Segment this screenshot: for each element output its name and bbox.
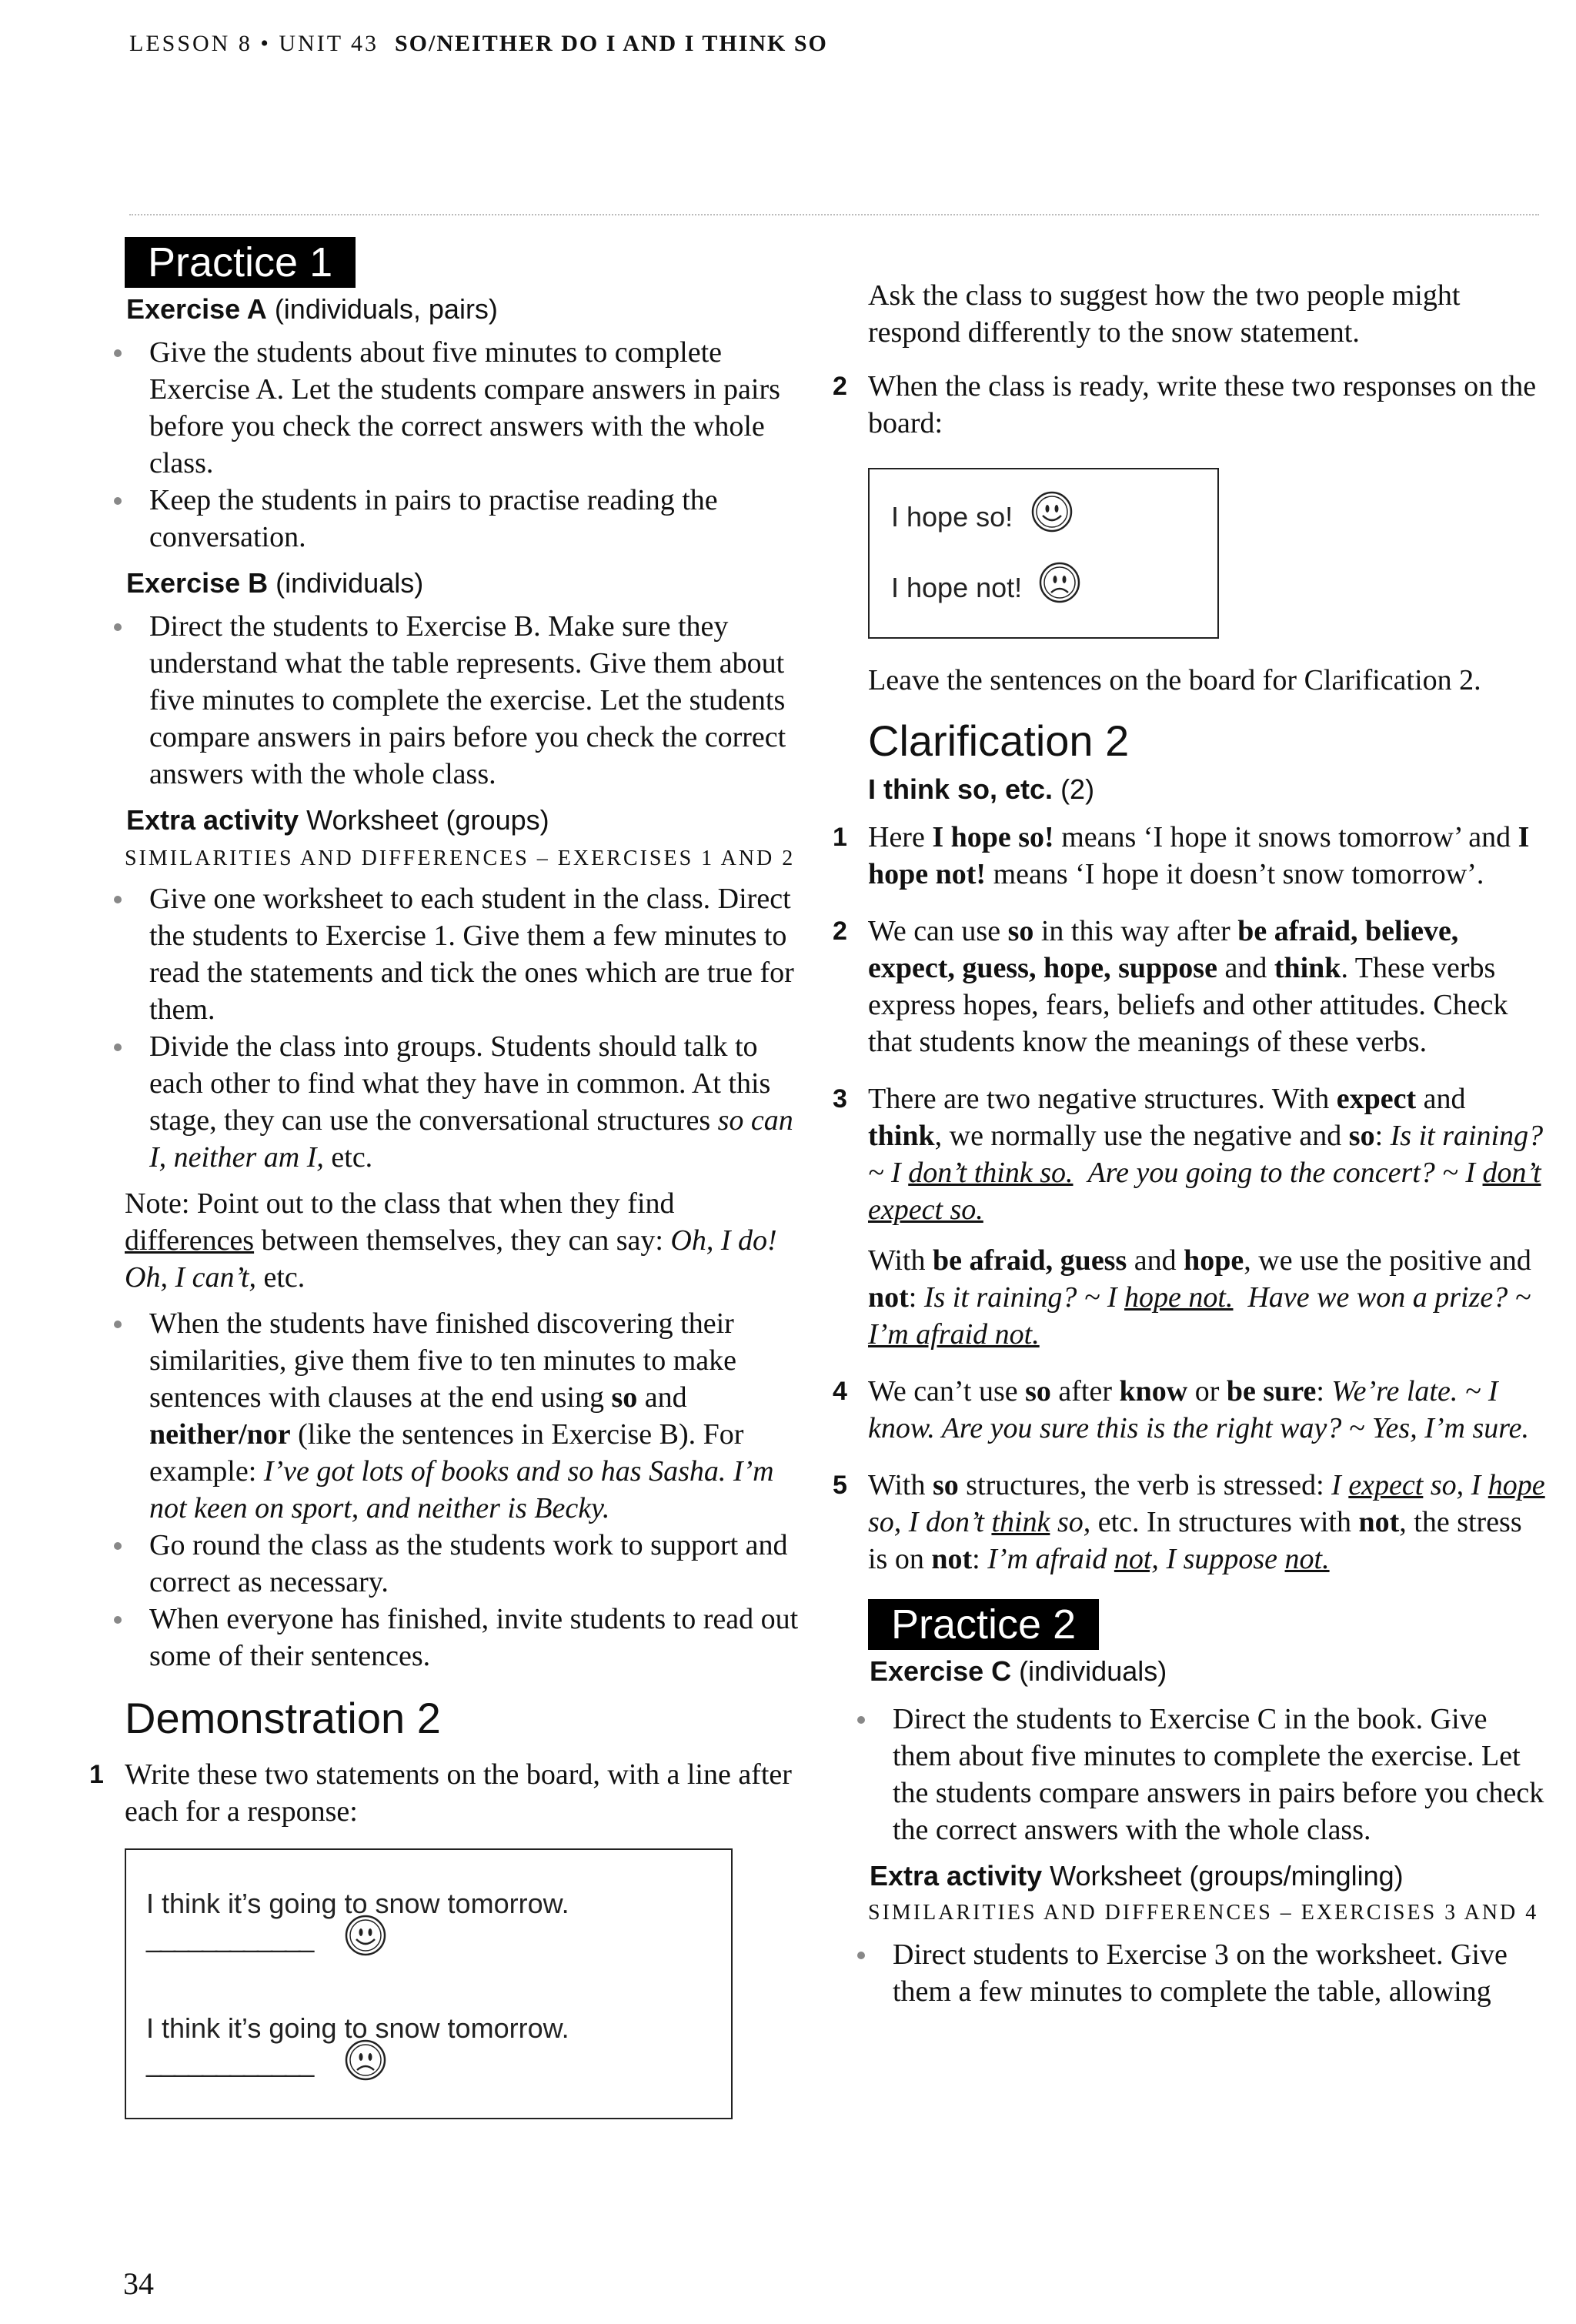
smiley-face-icon <box>343 1913 388 1958</box>
sad-face-icon <box>1037 560 1082 605</box>
section-banner-practice-2: Practice 2 <box>868 1599 1099 1650</box>
clarification-2-heading: Clarification 2 <box>868 716 1130 765</box>
numbered-item: 2 When the class is ready, write these two responses on the board: <box>833 370 1537 439</box>
board-statement: I think it’s going to snow tomorrow. <box>146 2012 569 2044</box>
sad-face-icon <box>343 2038 388 2082</box>
paragraph: Leave the sentences on the board for Clarification 2. <box>868 664 1481 696</box>
board-box-responses <box>868 468 1219 639</box>
paragraph: With be afraid, guess and hope, we use the positive and not: Is it raining? ~ I hope not. Have we won a prize? ~ I’m afraid not. <box>868 1244 1531 1351</box>
worksheet-subtitle: SIMILARITIES AND DIFFERENCES – EXERCISES 3 AND 4 <box>868 1901 1539 1925</box>
numbered-item: 1 Write these two statements on the board, with a line after each for a response: <box>89 1758 792 1828</box>
numbered-item: 3 There are two negative structures. With expect and think, we normally use the negative and so: Is it raining? ~ I don’t think so. Are you going to the concert? ~ I don’t expect so. <box>833 1083 1544 1226</box>
list-item: Divide the class into groups. Students should talk to each other to find what they have in common. At this stage, they can use the conversational structures so can I, neither am I, etc. <box>125 1028 810 1176</box>
extra-activity-heading: Extra activity Worksheet (groups/mingling) <box>870 1860 1404 1892</box>
numbered-item: 5 With so structures, the verb is stressed: I expect so, I hope so, I don’t think so, etc. In structures with not, the stress is on not: I’m afraid not, I suppose not. <box>833 1469 1545 1575</box>
list-item: Direct the students to Exercise C in the book. Give them about five minutes to complete the exercise. Let the students compare answers in pairs before you check the correct answers with the whole class. <box>868 1701 1545 1848</box>
unit-title: SO/NEITHER DO I AND I THINK SO <box>394 31 828 56</box>
response-line: ____________ <box>146 2046 313 2078</box>
numbered-item: 1 Here I hope so! means ‘I hope it snows tomorrow’ and I hope not! means ‘I hope it doesn’t snow tomorrow’. <box>833 821 1530 890</box>
list-item: Keep the students in pairs to practise reading the conversation. <box>125 482 810 556</box>
numbered-item: 2 We can use so in this way after be afraid, believe, expect, guess, hope, suppose and think. These verbs express hopes, fears, beliefs and other attitudes. Check that students know the meanings of these verbs. <box>833 915 1508 1058</box>
list-item: When everyone has finished, invite students to read out some of their sentences. <box>125 1601 810 1675</box>
smiley-face-icon <box>1030 489 1074 534</box>
list-item: Direct the students to Exercise B. Make sure they understand what the table represents. Give them about five minutes to complete the exercise. Let the students compare answers in pairs before you check the correct answers with the whole class. <box>125 608 810 793</box>
clarification-subheading: I think so, etc. (2) <box>868 773 1095 805</box>
section-banner-practice-1: Practice 1 <box>125 237 356 288</box>
list-item: Direct students to Exercise 3 on the worksheet. Give them a few minutes to complete the table, allowing <box>868 1936 1545 2010</box>
right-column <box>833 277 1545 2010</box>
left-column <box>89 237 810 2119</box>
numbered-item: 4 We can’t use so after know or be sure: We’re late. ~ I know. Are you sure this is the right way? ~ Yes, I’m sure. <box>833 1375 1529 1444</box>
paragraph: Ask the class to suggest how the two people might respond differently to the snow statement. <box>868 279 1461 349</box>
board-statement: I think it’s going to snow tomorrow. <box>146 1888 569 1919</box>
running-header: LESSON 8 • UNIT 43 SO/NEITHER DO I AND I THINK SO <box>129 31 828 56</box>
exercise-b-heading: Exercise B (individuals) <box>126 567 424 599</box>
board-response: I hope not! <box>891 572 1023 603</box>
response-line: ____________ <box>146 1922 313 1953</box>
page-number: 34 <box>123 2266 154 2301</box>
board-box-statements <box>125 1848 733 2119</box>
exercise-a-heading: Exercise A (individuals, pairs) <box>126 293 498 325</box>
worksheet-subtitle: SIMILARITIES AND DIFFERENCES – EXERCISES 1 AND 2 <box>125 846 796 870</box>
note-paragraph: Note: Point out to the class that when they find differences between themselves, they can say: Oh, I do! Oh, I can’t, etc. <box>125 1187 777 1294</box>
divider <box>129 214 1539 215</box>
extra-activity-heading: Extra activity Worksheet (groups) <box>126 804 549 836</box>
list-item: Give the students about five minutes to complete Exercise A. Let the students compare answers in pairs before you check the correct answers with the whole class. <box>125 334 810 482</box>
board-response: I hope so! <box>891 501 1013 533</box>
list-item: Go round the class as the students work to support and correct as necessary. <box>125 1527 810 1601</box>
demonstration-2-heading: Demonstration 2 <box>125 1694 441 1742</box>
list-item: Give one worksheet to each student in the class. Direct the students to Exercise 1. Give them a few minutes to read the statements and tick the ones which are true for them. <box>125 880 810 1028</box>
exercise-c-heading: Exercise C (individuals) <box>870 1655 1167 1687</box>
list-item: When the students have finished discovering their similarities, give them five to ten minutes to make sentences with clauses at the end using so and neither/nor (like the sentences in Exercise B). For example: I’ve got lots of books and so has Sasha. I’m not keen on sport, and neither is Becky. <box>125 1305 810 1527</box>
